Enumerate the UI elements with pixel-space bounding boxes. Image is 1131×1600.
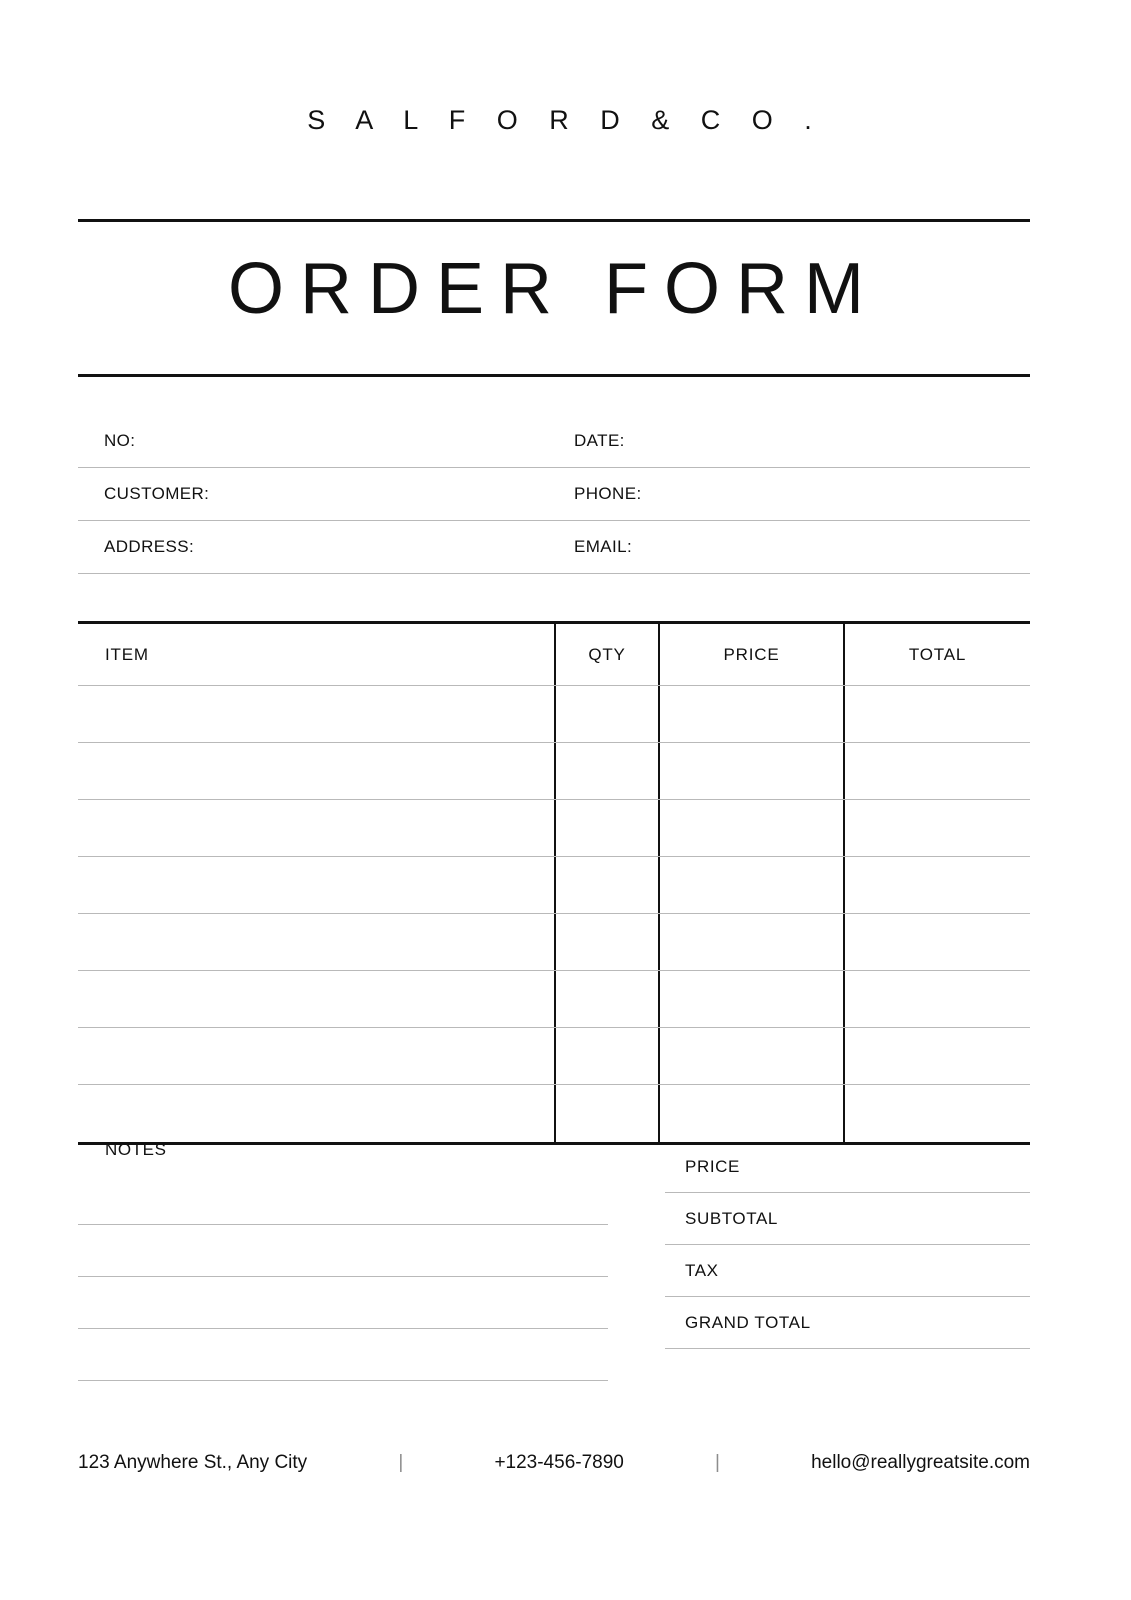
totals-row-tax[interactable]: TAX [665, 1245, 1030, 1297]
cell-qty[interactable] [556, 971, 660, 1027]
cell-item[interactable] [78, 743, 556, 799]
cell-price[interactable] [660, 800, 845, 856]
title-bottom-rule [78, 374, 1030, 377]
cell-item[interactable] [78, 1028, 556, 1084]
totals-row-subtotal[interactable]: SUBTOTAL [665, 1193, 1030, 1245]
table-row[interactable] [78, 971, 1030, 1028]
column-header-qty [556, 624, 660, 685]
footer [78, 1452, 1030, 1474]
notes-line[interactable] [78, 1329, 608, 1381]
table-row[interactable] [78, 743, 1030, 800]
meta-row-customer-phone [78, 468, 1030, 521]
cell-item[interactable] [78, 800, 556, 856]
cell-total[interactable] [845, 743, 1030, 799]
cell-item[interactable] [78, 686, 556, 742]
column-header-item-label: ITEM [105, 644, 149, 664]
footer-phone: +123-456-7890 [494, 1452, 624, 1473]
field-date-label: DATE: [574, 431, 625, 450]
totals-row-grand-total[interactable]: GRAND TOTAL [665, 1297, 1030, 1349]
table-row[interactable] [78, 800, 1030, 857]
column-header-total [845, 624, 1030, 685]
cell-qty[interactable] [556, 857, 660, 913]
cell-price[interactable] [660, 686, 845, 742]
cell-qty[interactable] [556, 800, 660, 856]
column-header-price-label: PRICE [723, 644, 780, 664]
meta-row-no-date [78, 415, 1030, 468]
order-meta-fields [78, 415, 1030, 574]
page-title: ORDER FORM [228, 249, 880, 329]
column-header-item [78, 624, 556, 685]
totals-row-price[interactable]: PRICE [665, 1141, 1030, 1193]
company-name: S A L F O R D & C O . [307, 105, 824, 135]
field-no-label: NO: [104, 431, 136, 450]
notes-line[interactable] [78, 1225, 608, 1277]
footer-separator-2: | [715, 1452, 720, 1473]
cell-qty[interactable] [556, 1028, 660, 1084]
items-table [78, 621, 1030, 1145]
meta-row-address-email [78, 521, 1030, 574]
table-row[interactable] [78, 1085, 1030, 1142]
cell-item[interactable] [78, 914, 556, 970]
table-row[interactable] [78, 1028, 1030, 1085]
cell-item[interactable] [78, 971, 556, 1027]
cell-qty[interactable] [556, 743, 660, 799]
cell-qty[interactable] [556, 1085, 660, 1142]
field-email-label: EMAIL: [574, 537, 633, 556]
cell-qty[interactable] [556, 914, 660, 970]
column-header-price [660, 624, 845, 685]
footer-address: 123 Anywhere St., Any City [78, 1452, 308, 1473]
cell-total[interactable] [845, 686, 1030, 742]
field-phone-label: PHONE: [574, 484, 642, 503]
field-customer-label: CUSTOMER: [104, 484, 210, 503]
cell-price[interactable] [660, 857, 845, 913]
cell-total[interactable] [845, 914, 1030, 970]
cell-item[interactable] [78, 1085, 556, 1142]
table-row[interactable] [78, 914, 1030, 971]
cell-qty[interactable] [556, 686, 660, 742]
totals-section [665, 1141, 1030, 1349]
cell-total[interactable] [845, 1028, 1030, 1084]
notes-section [78, 1140, 608, 1381]
cell-total[interactable] [845, 800, 1030, 856]
cell-price[interactable] [660, 743, 845, 799]
table-header-row [78, 624, 1030, 686]
cell-price[interactable] [660, 1085, 845, 1142]
cell-item[interactable] [78, 857, 556, 913]
notes-label: NOTES [105, 1140, 167, 1159]
column-header-qty-label: QTY [588, 644, 626, 664]
cell-price[interactable] [660, 914, 845, 970]
footer-separator-1: | [398, 1452, 404, 1473]
cell-total[interactable] [845, 1085, 1030, 1142]
field-address-label: ADDRESS: [104, 537, 195, 556]
cell-total[interactable] [845, 857, 1030, 913]
column-header-total-label: TOTAL [908, 644, 967, 664]
cell-price[interactable] [660, 971, 845, 1027]
table-row[interactable] [78, 857, 1030, 914]
title-top-rule [78, 219, 1030, 222]
notes-line[interactable] [78, 1277, 608, 1329]
footer-email: hello@reallygreatsite.com [811, 1452, 1030, 1473]
table-row[interactable] [78, 686, 1030, 743]
cell-total[interactable] [845, 971, 1030, 1027]
notes-line[interactable] [78, 1173, 608, 1225]
cell-price[interactable] [660, 1028, 845, 1084]
